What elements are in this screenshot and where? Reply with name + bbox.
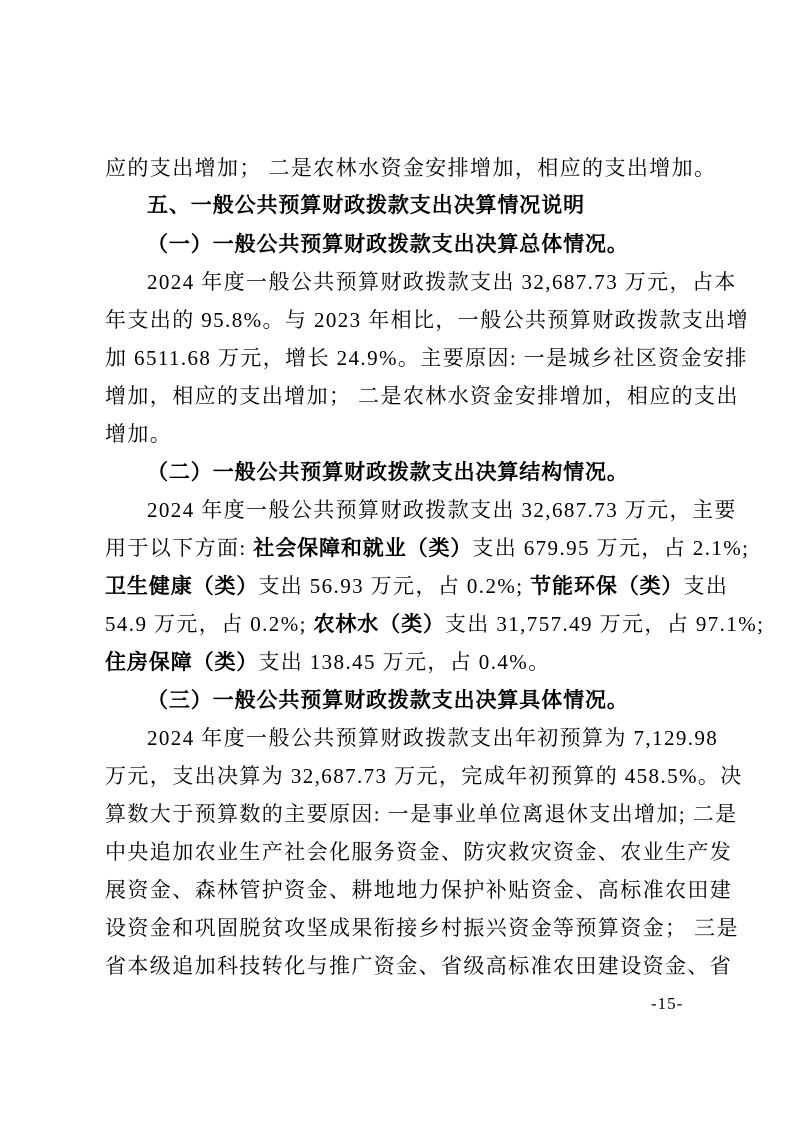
body-text: 展资金、森林管护资金、耕地地力保护补贴资金、高标准农田建 [105,878,733,902]
text-line [105,947,733,985]
body-text: 增加。 [105,422,173,446]
text-line [105,339,748,377]
text-line [105,909,739,947]
text-line [105,301,749,339]
text-line [105,795,738,833]
body-text: （一）一般公共预算财政拨款支出决算总体情况。 [147,232,629,256]
body-text: 设资金和巩固脱贫攻坚成果衔接乡村振兴资金等预算资金； 三是 [105,916,739,940]
body-text: 应的支出增加； 二是农林水资金安排增加，相应的支出增加。 [105,156,717,180]
body-text: 中央追加农业生产社会化服务资金、防灾救灾资金、农业生产发 [105,840,733,864]
text-line [105,871,733,909]
body-text: 算数大于预算数的主要原因: 一是事业单位离退休支出增加; 二是 [105,802,738,826]
emphasis-text: 卫生健康（类） [105,575,259,598]
section-heading [105,681,717,719]
section-heading [105,453,717,491]
body-text: 支出 138.45 万元，占 0.4%。 [258,650,551,674]
text-line [105,529,750,567]
body-text: 支出 56.93 万元，占 0.2%; [258,574,531,598]
body-text: 支出 679.95 万元，占 2.1%; [472,536,750,560]
body-text: 加 6511.68 万元，增长 24.9%。主要原因: 一是城乡社区资金安排 [105,346,748,370]
body-text: 省本级追加科技转化与推广资金、省级高标准农田建设资金、省 [105,954,733,978]
body-text: 年支出的 95.8%。与 2023 年相比，一般公共预算财政拨款支出增 [105,308,749,332]
text-line [105,719,717,757]
body-text: （三）一般公共预算财政拨款支出决算具体情况。 [147,688,629,712]
text-line [105,833,733,871]
section-heading [105,225,717,263]
text-line [105,149,717,187]
document-body [105,149,765,985]
body-text: 支出 31,757.49 万元，占 97.1%; [444,612,765,636]
body-text: 用于以下方面: [105,536,254,560]
emphasis-text: 社会保障和就业（类） [253,537,473,560]
text-line [105,377,739,415]
page-number: -15- [651,994,684,1013]
text-line [105,757,743,795]
text-line [105,491,737,529]
emphasis-text: 住房保障（类） [105,651,259,674]
body-text: 万元，支出决算为 32,687.73 万元，完成年初预算的 458.5%。决 [105,764,743,788]
text-line [105,643,717,681]
body-text: 54.9 万元，占 0.2%; [105,612,314,636]
text-line [105,415,717,453]
text-line [105,605,765,643]
body-text: 支出 [683,574,729,598]
emphasis-text: 农林水（类） [313,613,445,636]
body-text: 增加，相应的支出增加； 二是农林水资金安排增加，相应的支出 [105,384,739,408]
emphasis-text: 节能环保（类） [530,575,684,598]
text-line [105,567,729,605]
body-text: 2024 年度一般公共预算财政拨款支出 32,687.73 万元，主要 [147,498,737,522]
body-text: （二）一般公共预算财政拨款支出决算结构情况。 [147,460,629,484]
text-line [105,263,737,301]
section-heading [105,187,717,225]
body-text: 五、一般公共预算财政拨款支出决算情况说明 [147,194,585,217]
body-text: 2024 年度一般公共预算财政拨款支出年初预算为 7,129.98 [147,726,719,750]
body-text: 2024 年度一般公共预算财政拨款支出 32,687.73 万元，占本 [147,270,737,294]
